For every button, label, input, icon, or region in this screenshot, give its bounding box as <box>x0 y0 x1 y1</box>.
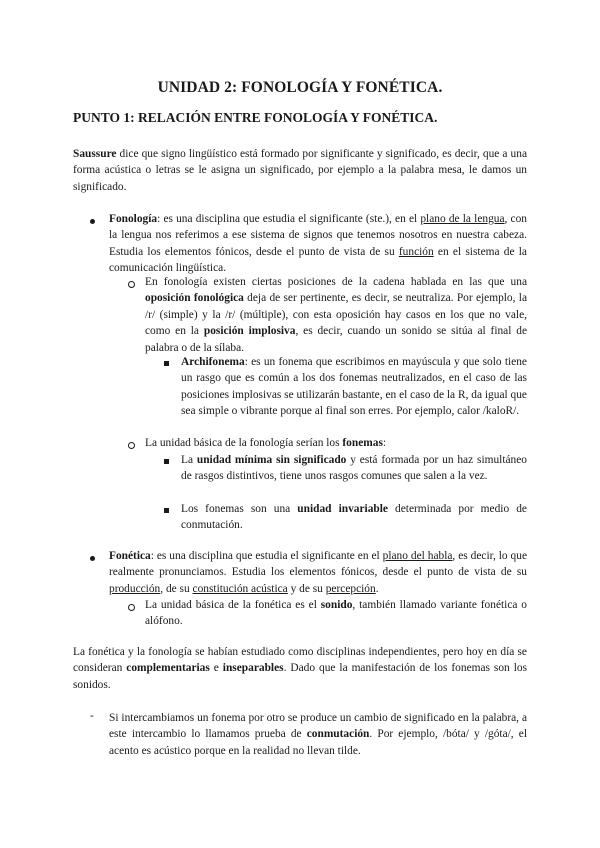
closing-paragraph: La fonética y la fonología se habían estudiado como disciplinas independientes, pero hoy en día se consideran complementarias e inseparables. Dado que la manifestación de los fonemas son los sonidos. <box>73 646 527 691</box>
fonologia-paragraph: Fonología: es una disciplina que estudia el significante (ste.), en el plano de la lengua, con la lengua nos referimos a ese sistema de signos que tenemos nosotros en nuestra cabeza. Estudia los elementos fónicos, desde el punto de vista de su función en el sistema de la comunicación lingüística. <box>109 213 527 275</box>
page-title: UNIDAD 2: FONOLOGÍA Y FONÉTICA. <box>157 79 443 96</box>
square-bullet-unidad-invariable <box>164 508 169 513</box>
unidad-basica-paragraph: La unidad básica de la fonología serían los fonemas: <box>145 437 387 449</box>
square-bullet-unidad-minima <box>164 459 169 464</box>
circle-bullet-sonido <box>128 604 135 611</box>
section-heading: PUNTO 1: RELACIÓN ENTRE FONOLOGÍA Y FONÉTICA. <box>73 110 438 125</box>
circle-bullet-unidad-basica <box>128 442 135 449</box>
bullet-fonologia <box>90 219 95 224</box>
conmutacion-paragraph: Si intercambiamos un fonema por otro se produce un cambio de significado en la palabra, a este intercambio lo llamamos prueba de conmutación. Por ejemplo, /bóta/ y /góta/, el acento es acústico porque en la realidad no llevan tilde. <box>109 712 527 757</box>
intro-paragraph: Saussure dice que signo lingüístico está formado por significante y significado, es decir, que a una forma acústica o letras se le asigna un significado, por ejemplo a la palabra mesa, le damos un significado. <box>73 148 527 193</box>
fonologia-term: Fonología <box>109 213 158 225</box>
sonido-paragraph: La unidad básica de la fonética es el sonido, también llamado variante fonética o alófono. <box>145 599 527 628</box>
circle-bullet-neutralizacion <box>128 281 135 288</box>
saussure-term: Saussure <box>73 148 117 160</box>
bullet-fonetica <box>90 556 95 561</box>
archifonema-paragraph: Archifonema: es un fonema que escribimos en mayúscula y que solo tiene un rasgo que es común a los dos fonemas neutralizados, en el caso de las posiciones implosivas se utilizarán bastante, en el caso de la R, da igual que sea simple o vibrante porque al final son erres. Por ejemplo, calor /kaloR/. <box>181 356 527 418</box>
unidad-minima-paragraph: La unidad mínima sin significado y está formada por un haz simultáneo de rasgos distintivos, tiene unos rasgos comunes que salen a la vez. <box>181 454 527 483</box>
unidad-invariable-paragraph: Los fonemas son una unidad invariable determinada por medio de conmutación. <box>181 503 527 532</box>
fonetica-paragraph: Fonética: es una disciplina que estudia el significante en el plano del habla, es decir, lo que realmente pronunciamos. Estudia los elementos fónicos, desde el punto de vista de su producción, de su constitución acústica y de su percepción. <box>109 550 527 595</box>
neutralizacion-paragraph: En fonología existen ciertas posiciones de la cadena hablada en las que una oposición fonológica deja de ser pertinente, es decir, se neutraliza. Por ejemplo, la /r/ (simple) y la /r/ (múltiple), con esta oposición hay casos en los que no vale, como en la posición implosiva, es decir, cuando un sonido se sitúa al final de palabra o de la sílaba. <box>145 276 528 354</box>
fonetica-term: Fonética <box>109 550 151 562</box>
square-bullet-archifonema <box>164 361 169 366</box>
dash-marker: - <box>90 710 94 722</box>
